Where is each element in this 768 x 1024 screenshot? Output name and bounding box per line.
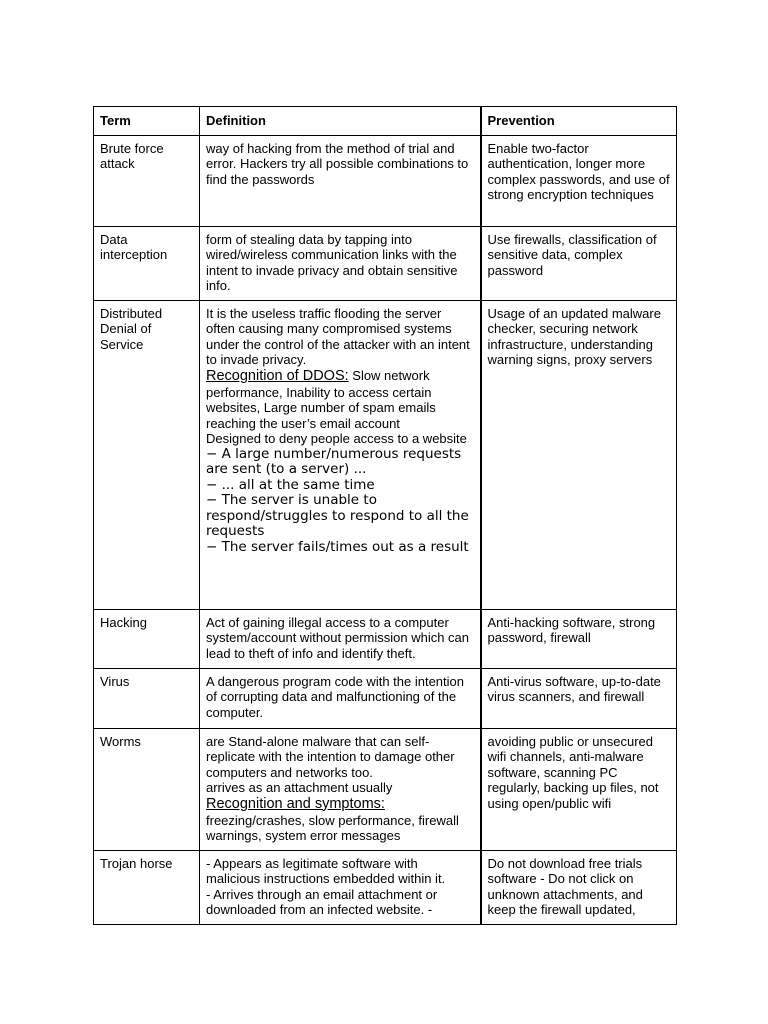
term-cell: Worms [94,728,200,850]
prevention-cell: Anti-hacking software, strong password, firewall [481,609,677,668]
definition-cell: form of stealing data by tapping into wired/wireless communication links with the intent to invade privacy and obtain sensitive info. [200,226,481,300]
table-row [94,226,677,300]
table-row [94,300,677,609]
ddos-bullet: − A large number/numerous requests are sent (to a server) ... [206,445,462,477]
prevention-cell: Usage of an updated malware checker, securing network infrastructure, understanding warning signs, proxy servers [481,300,677,609]
ddos-bullet: − The server is unable to respond/struggles to respond to all the requests [206,492,469,539]
definition-cell [200,850,481,924]
trojan-definition-line: - Arrives through an email attachment or downloaded from an infected website. - [206,886,438,917]
prevention-cell: avoiding public or unsecured wifi channels, anti-malware software, scanning PC regularly, backing up files, not using open/public wifi [481,728,677,850]
prevention-cell: Enable two-factor authentication, longer more complex passwords, and use of strong encryption techniques [481,135,677,226]
definition-cell: A dangerous program code with the intention of corrupting data and malfunctioning of the computer. [200,668,481,728]
table-row [94,850,677,924]
definition-cell: way of hacking from the method of trial and error. Hackers try all possible combinations to find the passwords [200,135,481,226]
table-row [94,728,677,850]
ddos-designed-text: Designed to deny people access to a website [206,431,467,446]
term-cell: Trojan horse [94,850,200,924]
prevention-cell: Use firewalls, classification of sensitive data, complex password [481,226,677,300]
prevention-cell: Do not download free trials software - Do not click on unknown attachments, and keep the firewall updated, [481,850,677,924]
security-terms-table [93,106,677,925]
term-cell: Distributed Denial of Service [94,300,200,609]
term-cell: Virus [94,668,200,728]
prevention-cell: Anti-virus software, up-to-date virus scanners, and firewall [481,668,677,728]
header-definition: Definition [200,107,481,136]
worms-arrival-text: arrives as an attachment usually [206,780,393,795]
table-header-row [94,107,677,136]
definition-cell: Act of gaining illegal access to a computer system/account without permission which can lead to theft of info and identify theft. [200,609,481,668]
term-cell: Data interception [94,226,200,300]
ddos-definition-text: It is the useless traffic flooding the server often causing many compromised systems under the control of the attacker with an intent to invade privacy. [206,305,470,367]
worms-symptoms-heading: Recognition and symptoms: [206,795,385,812]
ddos-recognition-heading: Recognition of DDOS: [206,367,349,384]
ddos-recognition-text: Slow network performance, Inability to access certain websites, Large number of spam emails reaching the user’s email account [206,367,436,431]
ddos-bullet: − ... all at the same time [206,476,375,493]
worms-definition-text: are Stand-alone malware that can self-replicate with the intention to damage other computers and networks too. [206,733,455,780]
worms-symptoms-text: freezing/crashes, slow performance, firewall warnings, system error messages [206,812,459,843]
table-row [94,609,677,668]
header-prevention: Prevention [481,107,677,136]
ddos-bullet: − The server fails/times out as a result [206,538,469,555]
term-cell: Hacking [94,609,200,668]
term-cell: Brute force attack [94,135,200,226]
table-row [94,135,677,226]
trojan-definition-line: - Appears as legitimate software with malicious instructions embedded within it. [206,855,446,886]
definition-cell [200,300,481,609]
header-term: Term [94,107,200,136]
definition-cell [200,728,481,850]
table-row [94,668,677,728]
